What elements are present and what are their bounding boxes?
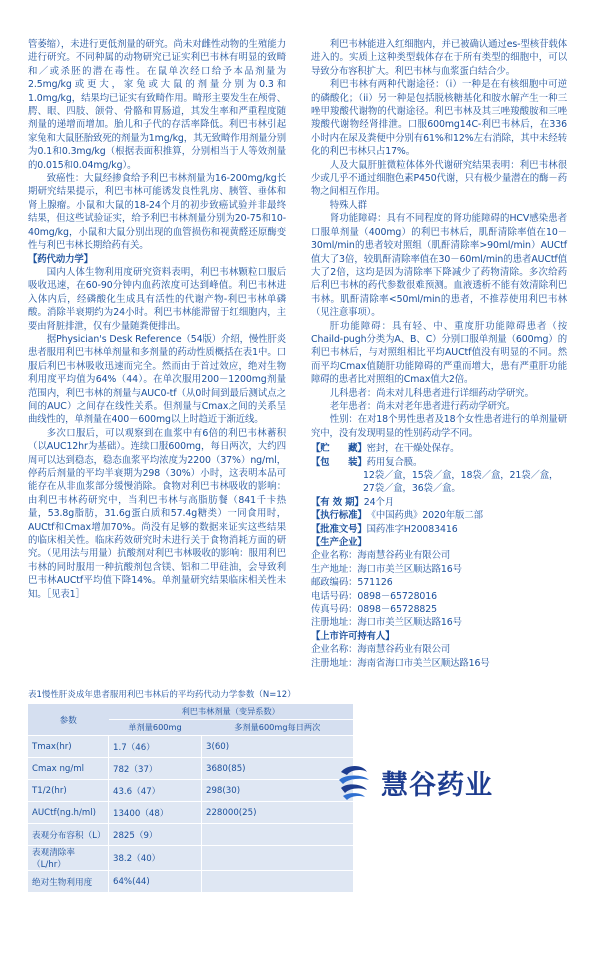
gender-paragraph: 性别：在对18个男性患者及18个女性患者进行的单剂量研究中，没有发现明显的性别药动学不同。 [311, 414, 567, 439]
package-row [311, 456, 567, 469]
header-dose-group: 利巴韦林剂量（变异系数） [109, 704, 354, 720]
validity-value: 24个月 [363, 496, 394, 508]
company-logo-text: 慧谷药业 [381, 769, 493, 801]
storage-label: 【贮 藏】 [311, 443, 367, 455]
multiple-dose-cell [202, 846, 354, 871]
pk-parameters-table [28, 704, 353, 893]
package-value: 药用复合膜。 [366, 456, 423, 468]
single-dose-cell: 64%(44) [109, 871, 202, 893]
approval-label: 【批准文号】 [311, 523, 367, 535]
approval-value: 国药准字H20083416 [366, 523, 458, 535]
pediatric-paragraph: 儿科患者：尚未对儿科患者进行详细药动学研究。 [329, 387, 534, 399]
package-spec-line-1: 12袋／盒，15袋／盒，18袋／盒，21袋／盒， [363, 470, 559, 481]
storage-value: 密封，在干燥处保存。 [366, 443, 460, 455]
table-row [28, 780, 353, 802]
header-parameter: 参数 [28, 704, 109, 736]
section-heading-pharmacokinetics: 【药代动力学】 [28, 253, 93, 265]
validity-label: 【有 效 期】 [311, 496, 364, 508]
special-population-heading: 特殊人群 [329, 199, 367, 211]
pk-paragraph-2: 据Physician's Desk Reference（54版）介绍，慢性肝炎患者服用利巴韦林单剂量和多剂量的药动性质概括在表1中。口服后利巴韦林吸收迅速而完全。然而由于首过效应，绝对生物利用度平均值为64%（44）。在单次服用200－1200mg剂量范围内，利巴韦林的剂量与AUC0-tf（从0时间到最后测试点之间的AUC）之间存在线性关系。但剂量与Cmax之间的关系呈曲线性的，单剂量在400－600mg以上时趋近于渐近线。 [28, 333, 286, 426]
metabolism-paragraph: 利巴韦林有两种代谢途径：（i）一种是在有核细胞中可逆的磷酸化；（ii）另一种是包括脱核糖基化和胺水解产生一种三唑甲羧酸代谢物的代谢途径。利巴韦林及其三唑羧酸胺和三唑羧酸代谢物经肾排泄。口服600mg14C-利巴韦林后，在336小时内在尿及粪便中分别有61%和12%左右消除，其中未经转化的利巴韦林只占17%。 [311, 79, 567, 158]
manufacturer-name: 企业名称：海南慧谷药业有限公司 [311, 550, 451, 562]
standard-label: 【执行标准】 [311, 510, 367, 522]
storage-row [311, 442, 567, 455]
package-spec-line-2: 27袋／盒，36袋／盒。 [363, 483, 461, 495]
approval-row [311, 523, 567, 536]
standard-value: 《中国药典》2020年版二部 [366, 510, 483, 522]
single-dose-cell: 13400（48） [109, 802, 202, 824]
param-cell: AUCtf(ng.h/ml) [28, 802, 109, 824]
package-label: 【包 装】 [311, 456, 367, 468]
param-cell: 表观清除率（L/hr） [28, 846, 109, 871]
geriatric-paragraph: 老年患者：尚未对老年患者进行药动学研究。 [329, 400, 516, 412]
single-dose-cell: 43.6（47） [109, 780, 202, 802]
single-dose-cell: 2825（9） [109, 824, 202, 846]
table-header-row-1 [28, 704, 353, 720]
standard-row [311, 509, 567, 522]
multiple-dose-cell [202, 871, 354, 893]
param-cell: 表观分布容积（L） [28, 824, 109, 846]
multiple-dose-cell: 3(60) [202, 736, 354, 758]
multiple-dose-cell: 3680(85) [202, 758, 354, 780]
single-dose-cell: 1.7（46） [109, 736, 202, 758]
microsome-paragraph: 人及大鼠肝脏微粒体体外代谢研究结果表明：利巴韦林很少或几乎不通过细胞色素P450代谢，只有极少量潜在的酶－药物之间相互作用。 [311, 159, 567, 198]
preclinical-paragraph: 管萎缩），未进行更低剂量的研究。尚未对雌性动物的生殖能力进行研究。不同种属的动物研究已证实利巴韦林有明显的致畸和／或杀胚的潜在毒性。在鼠单次经口给予本品剂量为2.5mg/kg或更大，家兔或大鼠的剂量分别为0.3和1.0mg/kg，结果均已证实有致畸作用。畸形主要发生在颅骨、腭、眼、四肢、颌骨、骨骼和胃肠道，其发生率和严重程度随剂量的递增而增加。胎儿和子代的存活率降低。利巴韦林引起家兔和大鼠胚胎致死的剂量为1mg/kg，其无致畸作用剂量分别为0.1和0.3mg/kg（根据表面积推算，分别相当于人等效剂量的0.015和0.04mg/kg）。 [28, 39, 286, 171]
company-logo [333, 760, 533, 804]
table-row [28, 758, 353, 780]
manufacturer-zip: 邮政编码：571126 [311, 577, 393, 589]
param-cell: T1/2(hr) [28, 780, 109, 802]
param-cell: Cmax ng/ml [28, 758, 109, 780]
manufacturer-phone: 电话号码：0898－65728016 [311, 590, 438, 602]
manufacturer-registered-address: 注册地址：海口市美兰区顺达路16号 [311, 617, 462, 629]
header-multiple-dose: 多剂量600mg每日两次 [202, 720, 354, 736]
table-row [28, 736, 353, 758]
mah-heading: 【上市许可持有人】 [311, 630, 395, 642]
header-single-dose: 单剂量600mg [109, 720, 202, 736]
distribution-paragraph: 利巴韦林能进入红细胞内，并已被确认通过es-型核苷载体进入的。实质上这种类型载体存在于所有类型的细胞中，可以导致分布容积扩大。利巴韦林与血浆蛋白结合少。 [311, 39, 567, 77]
param-cell: Tmax(hr) [28, 736, 109, 758]
table-title: 表1慢性肝炎成年患者服用利巴韦林后的平均药代动力学参数（N=12） [28, 690, 296, 700]
validity-row [311, 496, 567, 509]
mah-name: 企业名称：海南慧谷药业有限公司 [311, 644, 451, 656]
table-row [28, 871, 353, 893]
carcinogenicity-paragraph: 致癌性：大鼠经掺食给予利巴韦林剂量为16-200mg/kg长期研究结果提示，利巴韦林可能诱发良性乳房、胰管、垂体和肾上腺瘤。小鼠和大鼠的18-24个月的初步致癌试验并非最终结果，但这些试验证实，给予利巴韦林剂量分别为20-75和10-40mg/kg，小鼠和大鼠分别出现的血管损伤和视黄醛还原酶变性与利巴韦林长期给药有关。 [28, 173, 286, 252]
left-column [28, 38, 286, 601]
mah-registered-address: 注册地址：海南省海口市美兰区顺达路16号 [311, 657, 490, 669]
single-dose-cell: 782（37） [109, 758, 202, 780]
pk-paragraph-3: 多次口服后，可以观察到在血浆中有6倍的利巴韦林蓄积（以AUC12hr为基础）。连续口服600mg，每日两次，大约四周可以达到稳态，稳态血浆平均浓度为2200（37%）ng/ml，停药后剂量的平均半衰期为298（30%）小时，这表明本品可能存在从非血浆部分缓慢消除。食物对利巴韦林吸收的影响：由利巴韦林药研究中，当利巴韦林与高脂肪餐（841千卡热量，53.8g脂肪，31.6g蛋白质和57.4g糖类）一同食用时，AUCtf和Cmax增加70%。尚没有足够的数据来证实这些结果的临床相关性。临床药效研究时未进行关于食物消耗方面的研究。（见用法与用量）抗酸剂对利巴韦林吸收的影响：服用利巴韦林的同时服用一种抗酸剂包含镁、铝和二甲硅油，会导致利巴韦林AUCtf平均值下降14%。单剂量研究结果临床相关性未知。［见表1］ [28, 427, 286, 600]
multiple-dose-cell: 228000(25) [202, 802, 354, 824]
right-column [311, 38, 567, 670]
table-row [28, 802, 353, 824]
multiple-dose-cell: 298(30) [202, 780, 354, 802]
table-body [28, 736, 353, 893]
param-cell: 绝对生物利用度 [28, 871, 109, 893]
single-dose-cell: 38.2（40） [109, 846, 202, 871]
table-row [28, 824, 353, 846]
brand-swirl-icon [333, 762, 375, 802]
manufacturer-address: 生产地址：海口市美兰区顺达路16号 [311, 563, 462, 575]
multiple-dose-cell [202, 824, 354, 846]
table-row [28, 846, 353, 871]
hepatic-paragraph: 肝功能障碍：具有轻、中、重度肝功能障碍患者（按Chaild-pugh分类为A、B、C）分别口服单剂量（600mg）的利巴韦林后，与对照组相比平均AUCtf值没有明显的不同。然而平均Cmax值随肝功能障碍的严重而增大，患有严重肝功能障碍的患者比对照组的Cmax值大2倍。 [311, 320, 567, 386]
renal-paragraph: 肾功能障碍：具有不同程度的肾功能障碍的HCV感染患者口服单剂量（400mg）的利巴韦林后，肌酐清除率值在10－30ml/min的患者较对照组（肌酐清除率>90ml/min）AUCtf值大了3倍，较肌酐清除率值在30－60ml/min的患者AUCtf值大了2倍，这均是因为清除率下降减少了药物清除。多次给药后利巴韦林的药代参数很难预测。血液透析不能有效清除利巴韦林。肌酐清除率<50ml/min的患者，不推荐使用利巴韦林（见注意事项）。 [311, 213, 567, 319]
manufacturer-fax: 传真号码：0898－65728825 [311, 604, 438, 616]
manufacturer-heading: 【生产企业】 [311, 537, 367, 549]
pk-paragraph-1: 国内人体生物利用度研究资料表明，利巴韦林颗粒口服后吸收迅速，在60-90分钟内血药浓度可达到峰值。利巴韦林进入体内后，经磷酸化生成具有活性的代谢产物-利巴韦林单磷酸。消除半衰期约为24小时。利巴韦林能滞留于红细胞内，主要由肾脏排泄，仅有少量随粪便排出。 [28, 266, 286, 332]
